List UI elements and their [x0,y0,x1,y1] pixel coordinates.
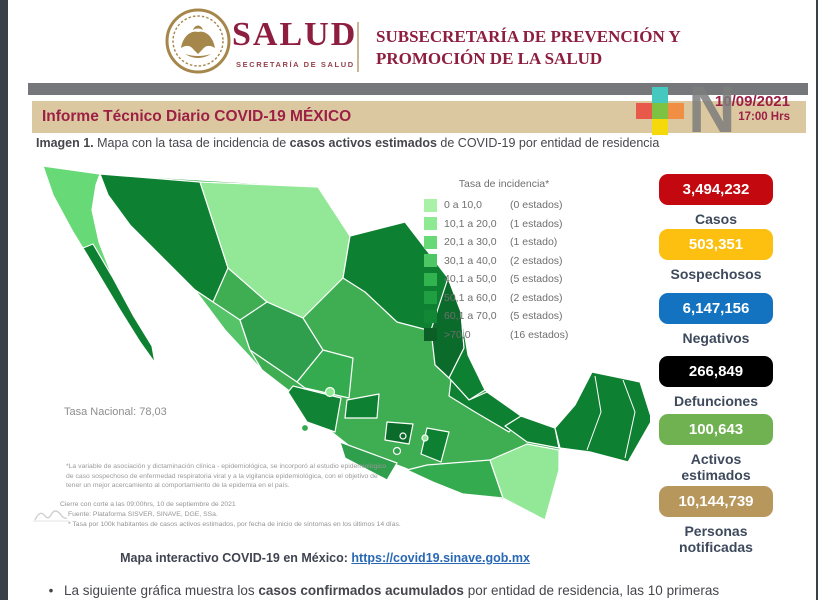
state-baja-california-sur [83,244,155,363]
window-right-edge [816,0,818,600]
logo-square-yellow [652,119,668,135]
logo-square-green [652,103,668,119]
header-divider [357,22,359,72]
bullet-text: La siguiente gráfica muestra los casos confirmados acumulados por entidad de residencia, las 10 primeras [64,583,720,598]
stat-value-box: 503,351 [659,229,773,260]
legend-swatch [424,254,437,267]
legend-row: 10,1 a 20,0 (1 estados) [424,215,644,234]
stat-label: Activos estimados [681,451,751,484]
mexico-coat-of-arms-icon [163,6,233,81]
footnote-cierre: Cierre con corte a las 09:00hrs, 10 de septiembre de 2021 [60,501,236,508]
legend-row: 60,1 a 70,0 (5 estados) [424,307,644,326]
stat-value-box: 10,144,739 [659,486,773,517]
division-line2: PROMOCIÓN DE LA SALUD [376,49,603,69]
report-time: 17:00 Hrs [738,111,790,123]
caption-prefix: Imagen 1. [36,136,94,150]
legend-row: >70,0 (16 estados) [424,326,644,345]
legend-row: 20,1 a 30,0 (1 estado) [424,233,644,252]
division-line1: SUBSECRETARÍA DE PREVENCIÓN Y [376,27,681,46]
footnote-tasa: * Tasa por 100k habitantes de casos activos estimados, por fecha de inicio de síntomas en los últimos 14 días. [68,520,401,528]
legend-swatch [424,217,437,230]
stat-value-box: 6,147,156 [659,293,773,324]
legend-swatch [424,236,437,249]
stat-value-box: 3,494,232 [659,174,773,205]
stat-label: Personas notificadas [679,523,753,556]
report-title: Informe Técnico Diario COVID-19 MÉXICO [42,108,352,125]
legend-row: 50,1 a 60,0 (2 estados) [424,289,644,308]
sinave-map-link[interactable]: https://covid19.sinave.gob.mx [351,551,530,565]
bullet-paragraph [38,583,816,598]
state-mexico [385,422,413,444]
legend-row: 0 a 10,0 (0 estados) [424,196,644,215]
footnote-fuente: Fuente: Plataforma SISVER, SINAVE, DGE, SSa. [68,510,218,518]
map-link-label: Mapa interactivo COVID-19 en México: [120,551,352,565]
caption-text-1: Mapa con la tasa de incidencia de [93,136,290,150]
stat-value-box: 100,643 [659,414,773,445]
legend-swatch [424,199,437,212]
state-chiapas [490,444,559,520]
legend-swatch [424,328,437,341]
image-caption [36,136,659,150]
footnote-asterisk: *La variable de asociación y dictaminación clínica - epidemiológica, se incorporó al estudio epidemiológico de caso sospechoso de enfermedad respiratoria viral y a la vigilancia epidemiológica, con el objetivo de tener un mejor acercamiento al comportamiento de la epidemia en el país. [66,463,387,490]
stat-activos-estimados [659,414,773,483]
stat-defunciones [659,356,773,409]
state-morelos [394,448,401,455]
logo-square-teal [652,87,668,103]
stat-label: Defunciones [673,393,758,409]
stat-label: Sospechosos [670,266,762,282]
legend-swatch [424,273,437,286]
logo-square-orange [668,103,684,119]
legend-swatch [424,291,437,304]
window-left-edge [0,0,8,600]
legend-row: 40,1 a 50,0 (5 estados) [424,270,644,289]
brand-wordmark: SALUD [232,16,358,53]
bullet-icon: • [48,583,54,598]
yucatan-peninsula [555,372,650,462]
state-tlaxcala [422,435,428,441]
footnote-block [60,500,420,530]
stat-value-box: 266,849 [659,356,773,387]
logo-square-red [636,103,652,119]
stat-sospechosos [659,229,773,282]
caption-bold: casos activos estimados [289,136,437,150]
brand-subtitle: SECRETARÍA DE SALUD [236,60,355,69]
state-cdmx [400,433,406,439]
state-colima [302,425,309,432]
national-rate: Tasa Nacional: 78,03 [64,406,167,418]
map-link-line [35,551,615,565]
legend-row: 30,1 a 40,0 (2 estados) [424,252,644,271]
stat-label: Casos [694,211,738,227]
legend-swatch [424,310,437,323]
state-aguascalientes [326,388,335,397]
caption-text-2: de COVID-19 por entidad de residencia [436,136,660,150]
stat-personas-notificadas [659,486,773,555]
division-title [376,26,681,71]
map-legend [424,178,644,344]
stat-casos [659,174,773,227]
stat-negativos [659,293,773,346]
logo-letter-n: N [688,72,736,146]
stat-label: Negativos [682,330,750,346]
legend-title: Tasa de incidencia* [458,178,550,190]
report-date: 10/09/2021 [714,93,790,110]
